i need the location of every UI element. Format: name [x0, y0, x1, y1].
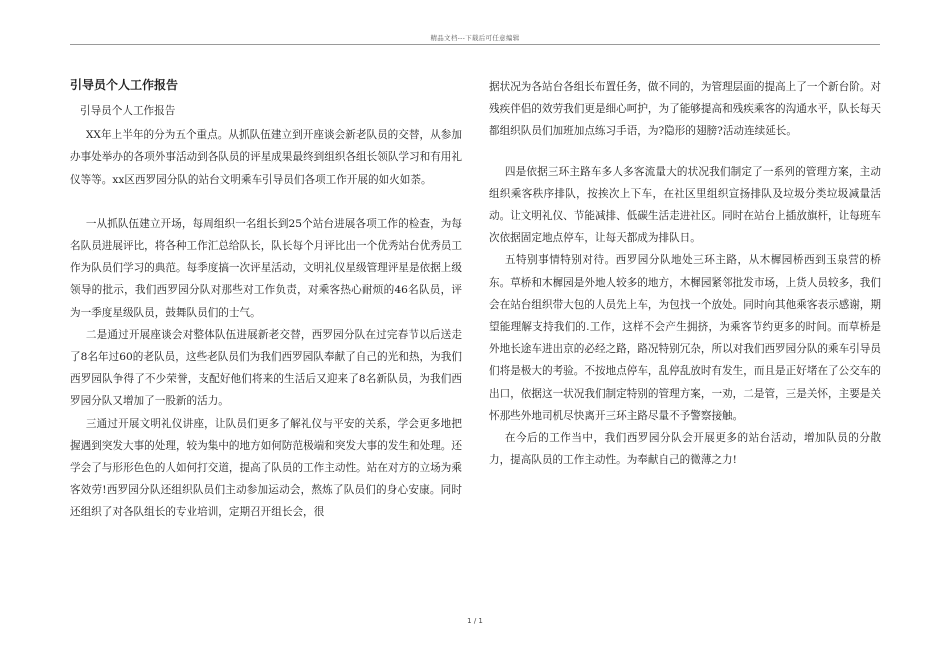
right-column [489, 76, 881, 471]
left-column [70, 76, 462, 524]
document-title: 引导员个人工作报告 [70, 78, 179, 92]
document-subtitle: 引导员个人工作报告 [80, 105, 176, 117]
paragraph-two: 二是通过开展座谈会对整体队伍进展新老交替，西罗园分队在过完春节以后送走了8名年过60的老队员，这些老队员们为我们西罗园队奉献了自己的光和热，为我们西罗园队争得了不少荣誉，支配好他们将来的生活后又迎来了8名新队员，为我们西罗园分队又增加了一股新的活力。 [70, 328, 462, 408]
paragraph-five: 五特别事情特别对待。西罗园分队地处三环主路，从木樨园桥西到玉泉营的桥东。草桥和木樨园是外地人较多的地方，木樨园紧邻批发市场，上货人员较多，我们会在站台组织带大包的人员先上车，为包找一个放处。同时向其他乘客表示感谢，期望能理解支持我们的.工作，这样不会产生拥挤，为乘客节约更多的时间。而草桥是外地长途车进出京的必经之路，路况特别冗杂，所以对我们西罗园分队的乘车引导员们将是极大的考验。不按地点停车，乱停乱放时有发生，而且是正好堵在了公交车的出口，依据这一状况我们制定特别的管理方案，一劝，二是管，三是关怀，主要是关怀那些外地司机尽快离开三环主路尽量不予警察接触。 [489, 254, 881, 422]
paragraph-intro: XX年上半年的分为五个重点。从抓队伍建立到开座谈会新老队员的交替，从参加办事处举办的各项外事活动到各队员的评星成果最终到组织各组长领队学习和有用礼仪等等。xx区西罗园分队的站台文明乘车引导员们各项工作开展的如火如荼。 [70, 129, 462, 186]
header-divider [70, 44, 880, 45]
paragraph-four: 四是依据三环主路车多人多客流量大的状况我们制定了一系列的管理方案，主动组织乘客秩序排队，按挨次上下车，在社区里组织宣扬排队及垃圾分类垃圾减量活动。让文明礼仪、节能减排、低碳生活走进社区。同时在站台上插放旗杆，让每班车次依据固定地点停车，让每天都成为排队日。 [489, 165, 881, 245]
paragraph-three-continued: 据状况为各站台各组长布置任务，做不同的，为管理层面的提高上了一个新台阶。对残疾伴侣的效劳我们更是细心呵护，为了能够提高和残疾乘客的沟通水平，队长每天都组织队员们加班加点练习手语，为?隐形的翅膀?活动连续延长。 [489, 81, 881, 138]
page-header: 精品文档---下载后可任意编辑 [430, 34, 520, 42]
paragraph-closing: 在今后的工作当中，我们西罗园分队会开展更多的站台活动，增加队员的分散力，提高队员的工作主动性。为奉献自己的微薄之力! [489, 432, 881, 467]
page-number: 1 / 1 [467, 617, 483, 625]
paragraph-one: 一从抓队伍建立开场，每周组织一名组长到25个站台进展各项工作的检查，为每名队员进展评比，将各种工作汇总给队长，队长每个月评比出一个优秀站台优秀员工作为队员们学习的典范。每季度搞一次评星活动，文明礼仪星级管理评星是依据上级领导的批示，我们西罗园分队对那些对工作负责，对乘客热心耐烦的46名队员，评为一季度星级队员，鼓舞队员们的士气。 [70, 217, 462, 319]
paragraph-three: 三通过开展文明礼仪讲座，让队员们更多了解礼仪与平安的关系，学会更多地把握遇到突发大事的处理，较为集中的地方如何防范极端和突发大事的发生和处理。还学会了与形形色色的人如何打交道，提高了队员的工作主动性。站在对方的立场为乘客效劳!西罗园分队还组织队员们主动参加运动会，熬炼了队员们的身心安康。同时还组织了对各队组长的专业培训，定期召开组长会，很 [70, 417, 462, 519]
